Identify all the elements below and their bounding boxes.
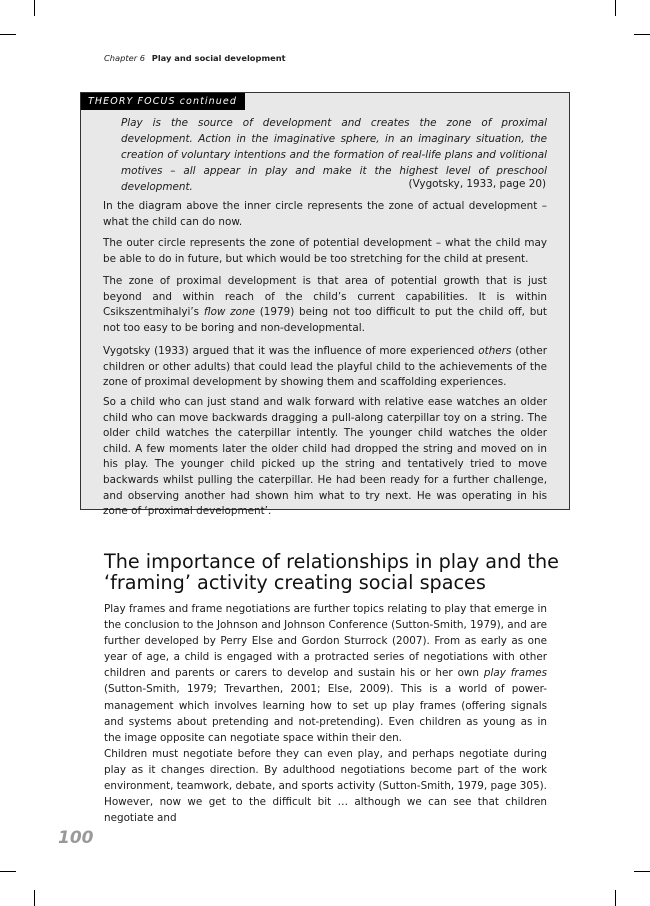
text-run: (other children or other adults) that could lead the playful child to the achievements of the zone of proximal development by showing them and scaffolding experiences. [103,345,547,389]
text-run: Vygotsky (1933) argued that it was the influence of more experienced [103,345,479,357]
text-run: Play frames and frame negotiations are further topics relating to play that emerge in the conclusion to the Johnson and Johnson Conference (Sutton-Smith, 1979), and are further developed by Perry Else and Gordon Sturrock (2007). From as early as one year of age, a child is engaged with a protracted series of negotiations with other children and parents or carers to develop and sustain his or her own [104,603,547,680]
crop-mark [0,871,16,872]
box-label: THEORY FOCUS continued [81,93,245,110]
chapter-title: Play and social development [151,53,286,63]
heading-line: The importance of relationships in play and the [104,550,559,573]
box-paragraph [103,274,547,336]
block-quote: Play is the source of development and creates the zone of proximal development. Action in the imaginative sphere, in an imaginary situation, the creation of voluntary intentions and the formation of real-life plans and volitional motives – all appear in play and make it the highest level of preschool development. [121,117,547,193]
box-paragraph [103,344,547,391]
body-paragraph: Children must negotiate before they can even play, and perhaps negotiate during play as it changes direction. By adulthood negotiations become part of the work environment, teamwork, debate, and sports activity (Sutton-Smith, 1979, page 305). However, now we get to the difficult bit … although we can see that children negotiate and [104,748,547,825]
crop-mark [0,34,16,35]
crop-mark [634,871,650,872]
text-run: (Sutton-Smith, 1979; Trevarthen, 2001; Else, 2009). This is a world of power-management which involves learning how to set up play frames (offering signals and systems about pretending and not-pretending). Even children as young as in the image opposite can negotiate space within their den. [104,683,547,744]
text-run: The zone of proximal development is that area of potential growth that is just beyond and within reach of the child’s current capabilities. It is within Csikszentmihalyi’s [103,275,547,319]
body-paragraph [104,601,547,746]
crop-mark [34,0,35,16]
running-head [104,53,286,63]
box-paragraph: So a child who can just stand and walk forward with relative ease watches an older child who can move backwards dragging a pull-along caterpillar toy on a string. The older child watches the caterpillar intently. The younger child watches the older child. A few moments later the older child had dropped the string and moved on in his play. The younger child picked up the string and tentatively tried to move backwards whilst pulling the caterpillar. He had been ready for a further challenge, and observing another had shown him what to try next. He was operating in his zone of ‘proximal development’. [103,396,547,518]
page-number: 100 [58,828,94,848]
chapter-number: Chapter 6 [104,53,146,63]
text-run: (1979) being not too difficult to put the child off, but not too easy to be boring and non-developmental. [103,306,547,334]
crop-mark [634,34,650,35]
heading-line: ‘framing’ activity creating social spaces [104,571,486,594]
crop-mark [34,890,35,906]
emphasis: play frames [483,667,547,680]
crop-mark [615,0,616,16]
box-paragraph: In the diagram above the inner circle represents the zone of actual development – what the child can do now. [103,200,547,228]
box-paragraph: The outer circle represents the zone of potential development – what the child may be able to do in future, but which would be too stretching for the child at present. [103,237,547,265]
crop-mark [615,890,616,906]
quote-citation: (Vygotsky, 1933, page 20) [408,178,546,190]
emphasis: others [478,345,512,357]
section-heading [104,551,564,593]
theory-focus-box [80,92,570,518]
emphasis: flow zone [203,306,255,319]
